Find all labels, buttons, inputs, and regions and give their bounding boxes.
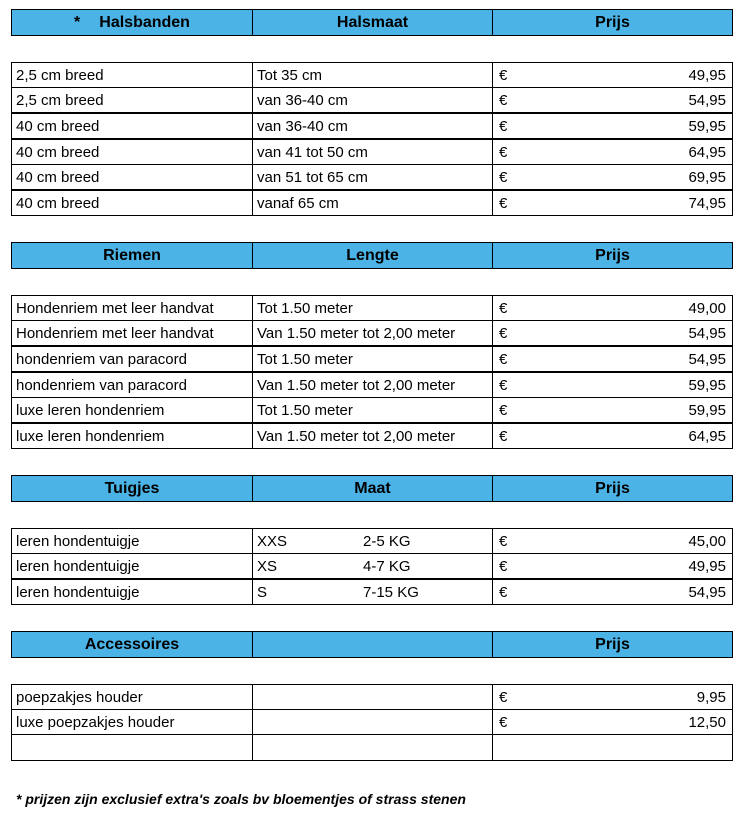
item-cell: Hondenriem met leer handvat [11,295,253,321]
item-cell: 2,5 cm breed [11,62,253,88]
item-cell: poepzakjes houder [11,684,253,710]
size-cell: van 51 tot 65 cm [252,164,493,190]
header-row-riemen [11,243,734,270]
header-cell-price: Prijs [492,631,733,658]
header-row-accessoires [11,632,734,659]
price-value: 64,95 [688,427,726,445]
item-cell: leren hondentuigje [11,579,253,605]
price-cell [492,295,733,321]
price-value: 74,95 [688,194,726,212]
table-row [11,735,734,762]
footnote: * prijzen zijn exclusief extra's zoals bv bloementjes of strass stenen [16,791,466,807]
currency-symbol: € [499,324,508,342]
item-cell [11,734,253,761]
item-cell: hondenriem van paracord [11,346,253,372]
price-cell [492,528,733,554]
size-cell: Van 1.50 meter tot 2,00 meter [252,320,493,346]
size-cell: vanaf 65 cm [252,190,493,216]
header-cell-size [252,631,493,658]
table-row [11,321,734,347]
table-row [11,296,734,322]
size-cell [252,553,493,579]
price-value: 64,95 [688,143,726,161]
size-cell [252,734,493,761]
currency-symbol: € [499,713,508,731]
item-cell: 40 cm breed [11,190,253,216]
table-row [11,529,734,555]
price-cell [492,709,733,735]
price-value: 59,95 [688,117,726,135]
header-label: Halsbanden [99,13,190,31]
price-value: 54,95 [688,350,726,368]
header-cell-item: Accessoires [11,631,253,658]
currency-symbol: € [499,299,508,317]
header-row-tuigjes [11,476,734,503]
header-cell-price: Prijs [492,475,733,502]
price-value: 54,95 [688,91,726,109]
item-cell: 2,5 cm breed [11,87,253,113]
price-cell [492,553,733,579]
weight-range: 4-7 KG [363,557,411,575]
table-row [11,347,734,373]
size-cell [252,528,493,554]
header-cell-item [11,9,253,36]
price-value: 59,95 [688,376,726,394]
table-row [11,580,734,606]
currency-symbol: € [499,143,508,161]
weight-range: 7-15 KG [363,583,419,601]
table-row [11,424,734,450]
table-row [11,373,734,399]
currency-symbol: € [499,583,508,601]
size-cell: van 36-40 cm [252,113,493,139]
size-code: XS [257,557,278,575]
header-cell-item: Riemen [11,242,253,269]
table-row [11,398,734,424]
table-row [11,63,734,89]
price-cell [492,87,733,113]
size-cell: van 36-40 cm [252,87,493,113]
currency-symbol: € [499,557,508,575]
header-cell-price: Prijs [492,9,733,36]
header-cell-size: Lengte [252,242,493,269]
size-cell: Tot 1.50 meter [252,346,493,372]
weight-range: 2-5 KG [363,532,411,550]
currency-symbol: € [499,401,508,419]
size-cell: van 41 tot 50 cm [252,139,493,165]
item-cell: hondenriem van paracord [11,372,253,398]
table-row [11,88,734,114]
item-cell: 40 cm breed [11,139,253,165]
table-row [11,710,734,736]
price-cell [492,684,733,710]
size-cell: Van 1.50 meter tot 2,00 meter [252,423,493,449]
item-cell: leren hondentuigje [11,528,253,554]
size-cell: Tot 35 cm [252,62,493,88]
currency-symbol: € [499,427,508,445]
table-row [11,554,734,580]
currency-symbol: € [499,532,508,550]
price-cell [492,190,733,216]
price-value: 49,95 [688,66,726,84]
item-cell: Hondenriem met leer handvat [11,320,253,346]
price-cell [492,164,733,190]
currency-symbol: € [499,194,508,212]
price-cell [492,62,733,88]
price-value: 69,95 [688,168,726,186]
item-cell: 40 cm breed [11,164,253,190]
price-value: 49,00 [688,299,726,317]
header-cell-size: Halsmaat [252,9,493,36]
size-cell: Tot 1.50 meter [252,397,493,423]
header-cell-size: Maat [252,475,493,502]
price-cell [492,579,733,605]
header-row-halsbanden [11,10,734,37]
currency-symbol: € [499,376,508,394]
asterisk-marker: * [74,13,81,31]
table-row [11,191,734,217]
price-cell [492,139,733,165]
table-row [11,114,734,140]
item-cell: luxe poepzakjes houder [11,709,253,735]
table-row [11,165,734,191]
size-cell [252,709,493,735]
size-cell: Van 1.50 meter tot 2,00 meter [252,372,493,398]
header-cell-price: Prijs [492,242,733,269]
price-value: 59,95 [688,401,726,419]
size-cell [252,579,493,605]
price-cell [492,397,733,423]
price-cell [492,113,733,139]
currency-symbol: € [499,117,508,135]
price-value: 12,50 [688,713,726,731]
table-row [11,685,734,711]
price-value: 45,00 [688,532,726,550]
header-cell-item: Tuigjes [11,475,253,502]
price-value: 49,95 [688,557,726,575]
price-value: 9,95 [696,688,726,706]
price-cell [492,320,733,346]
size-code: S [257,583,268,601]
price-cell [492,346,733,372]
table-row [11,140,734,166]
item-cell: leren hondentuigje [11,553,253,579]
currency-symbol: € [499,91,508,109]
item-cell: 40 cm breed [11,113,253,139]
size-cell: Tot 1.50 meter [252,295,493,321]
currency-symbol: € [499,168,508,186]
currency-symbol: € [499,688,508,706]
item-cell: luxe leren hondenriem [11,397,253,423]
price-cell [492,423,733,449]
price-value: 54,95 [688,324,726,342]
currency-symbol: € [499,350,508,368]
price-cell [492,734,733,761]
price-cell [492,372,733,398]
size-cell [252,684,493,710]
item-cell: luxe leren hondenriem [11,423,253,449]
price-value: 54,95 [688,583,726,601]
size-code: XXS [257,532,288,550]
currency-symbol: € [499,66,508,84]
